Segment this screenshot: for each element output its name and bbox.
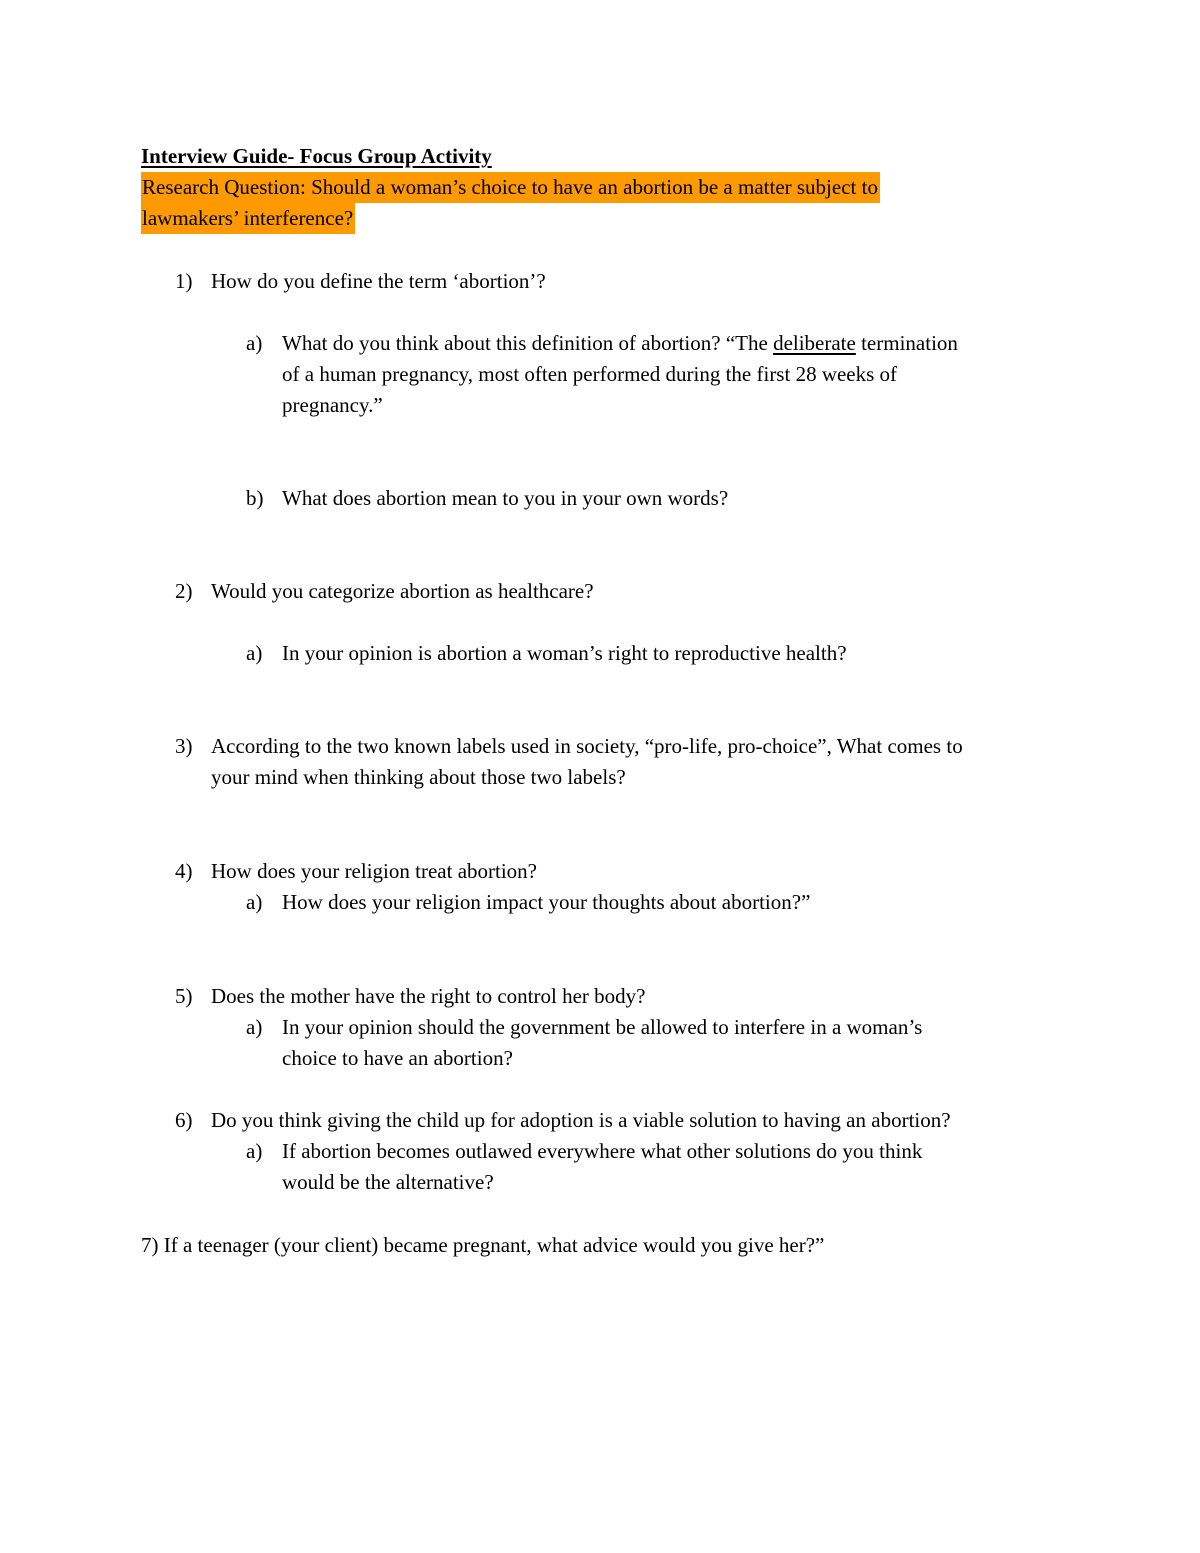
research-question-line-1: Research Question: Should a woman’s choice to have an abortion be a matter subject to xyxy=(141,175,880,199)
question-6-number: 6) xyxy=(175,1108,193,1132)
question-1b-text: What does abortion mean to you in your own words? xyxy=(282,486,729,510)
question-3-text-line-2: your mind when thinking about those two labels? xyxy=(211,765,626,789)
question-4-text: How does your religion treat abortion? xyxy=(211,859,537,883)
research-question-line-2: lawmakers’ interference? xyxy=(141,206,355,230)
question-3-number: 3) xyxy=(175,734,193,758)
question-5-text: Does the mother have the right to control her body? xyxy=(211,984,646,1008)
question-4-number: 4) xyxy=(175,859,193,883)
document-title: Interview Guide- Focus Group Activity xyxy=(141,144,492,168)
question-4a-text: How does your religion impact your thoughts about abortion?” xyxy=(282,890,811,914)
question-3-text-line-1: According to the two known labels used in society, “pro-life, pro-choice”, What comes to xyxy=(211,734,963,758)
question-1a-text-line-3: pregnancy.” xyxy=(282,393,383,417)
question-6-text: Do you think giving the child up for adoption is a viable solution to having an abortion? xyxy=(211,1108,951,1132)
question-1b-letter: b) xyxy=(246,486,264,510)
question-2a-letter: a) xyxy=(246,641,263,665)
question-1-text: How do you define the term ‘abortion’? xyxy=(211,269,546,293)
question-6a-text-line-2: would be the alternative? xyxy=(282,1170,494,1194)
question-5a-letter: a) xyxy=(246,1015,263,1039)
question-5a-text-line-2: choice to have an abortion? xyxy=(282,1046,513,1070)
question-1a-text-line-2: of a human pregnancy, most often performed during the first 28 weeks of xyxy=(282,362,898,386)
question-7-text: 7) If a teenager (your client) became pregnant, what advice would you give her?” xyxy=(141,1233,825,1257)
question-2-number: 2) xyxy=(175,579,193,603)
question-2-text: Would you categorize abortion as healthcare? xyxy=(211,579,594,603)
question-6a-text-line-1: If abortion becomes outlawed everywhere what other solutions do you think xyxy=(282,1139,923,1163)
question-1-number: 1) xyxy=(175,269,193,293)
question-1a-letter: a) xyxy=(246,331,263,355)
question-5-number: 5) xyxy=(175,984,193,1008)
question-1a-text-line-1: What do you think about this definition of abortion? “The deliberate termination xyxy=(282,331,958,355)
question-4a-letter: a) xyxy=(246,890,263,914)
question-2a-text: In your opinion is abortion a woman’s right to reproductive health? xyxy=(282,641,847,665)
question-5a-text-line-1: In your opinion should the government be allowed to interfere in a woman’s xyxy=(282,1015,923,1039)
question-6a-letter: a) xyxy=(246,1139,263,1163)
underlined-word: deliberate xyxy=(773,331,856,355)
